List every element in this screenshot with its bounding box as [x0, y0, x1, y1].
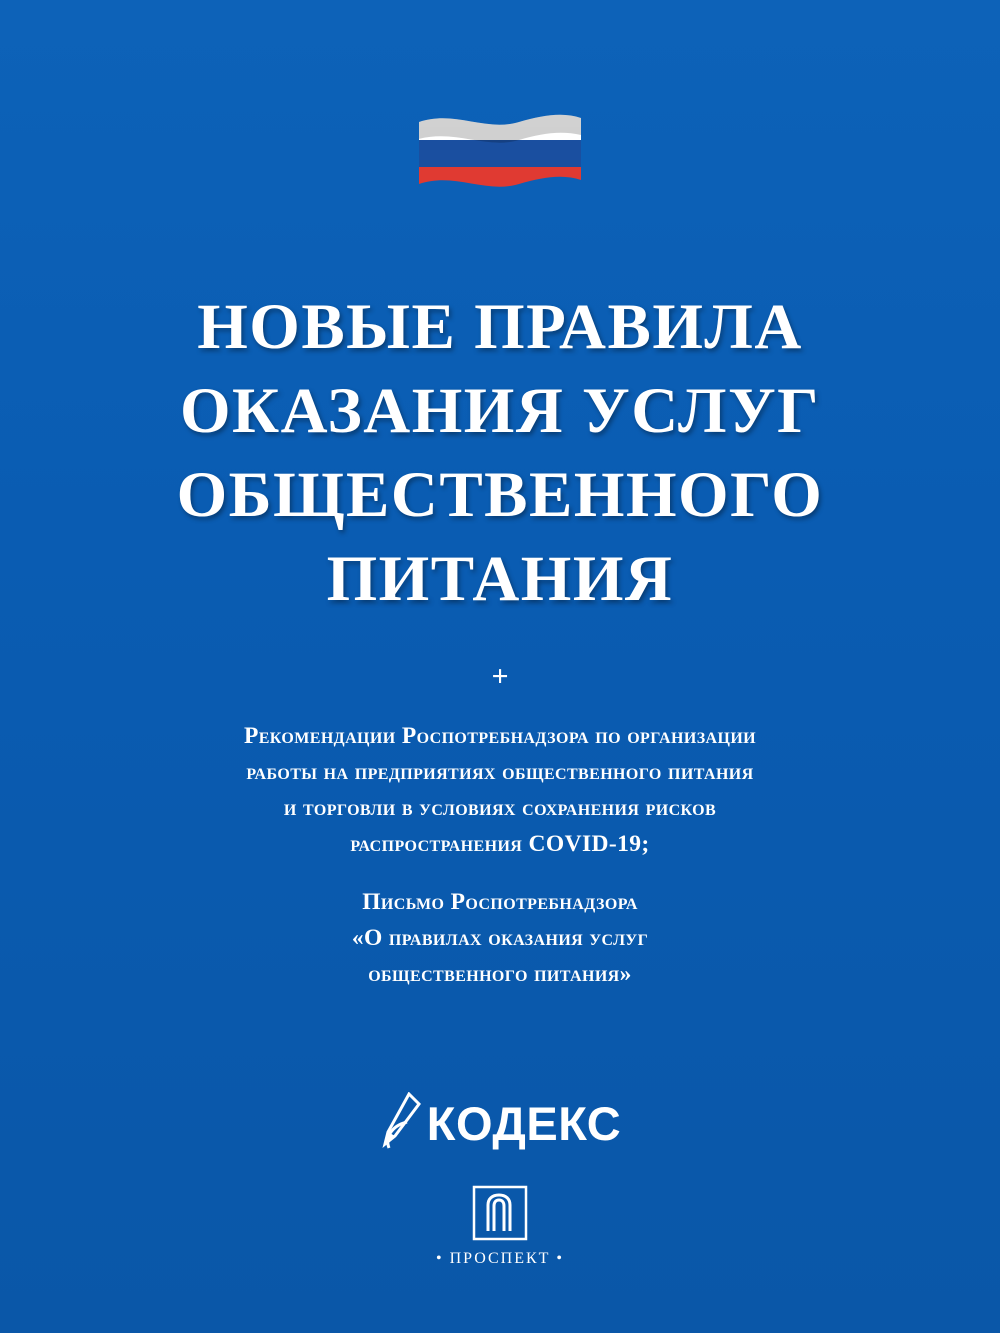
subtitle-1-line-3: и торговли в условиях сохранения рисков — [283, 795, 717, 821]
publisher-name: • ПРОСПЕКТ • — [435, 1250, 565, 1267]
kodeks-pen-icon — [379, 1092, 425, 1155]
publisher-block — [0, 1185, 1000, 1268]
title-line-4: ПИТАНИЯ — [326, 543, 674, 615]
subtitle-2-line-2: «О правилах оказания услуг — [351, 925, 649, 951]
brand-name: КОДЕКС — [426, 1097, 622, 1150]
russian-flag-icon — [415, 108, 585, 213]
title-line-3: ОБЩЕСТВЕННОГО — [176, 459, 824, 531]
subtitle-2-line-1: Письмо Роспотребнадзора — [362, 889, 638, 915]
subtitle-1-line-1: Рекомендации Роспотребнадзора по организации — [243, 723, 757, 749]
title-line-2: ОКАЗАНИЯ УСЛУГ — [179, 375, 821, 447]
title-line-1: НОВЫЕ ПРАВИЛА — [197, 291, 803, 363]
flag-container — [0, 108, 1000, 213]
prospekt-book-icon — [472, 1185, 528, 1246]
separator-plus: + — [491, 660, 509, 693]
brand-logo — [0, 1092, 1000, 1155]
subtitle-1-line-2: работы на предприятиях общественного питания — [246, 759, 754, 785]
subtitle-2-line-3: общественного питания» — [368, 961, 632, 987]
subtitle-gap — [150, 862, 850, 884]
subtitle-block — [0, 718, 1000, 992]
subtitle-1-line-4: распространения COVID-19; — [350, 831, 650, 857]
page-title — [0, 285, 1000, 621]
